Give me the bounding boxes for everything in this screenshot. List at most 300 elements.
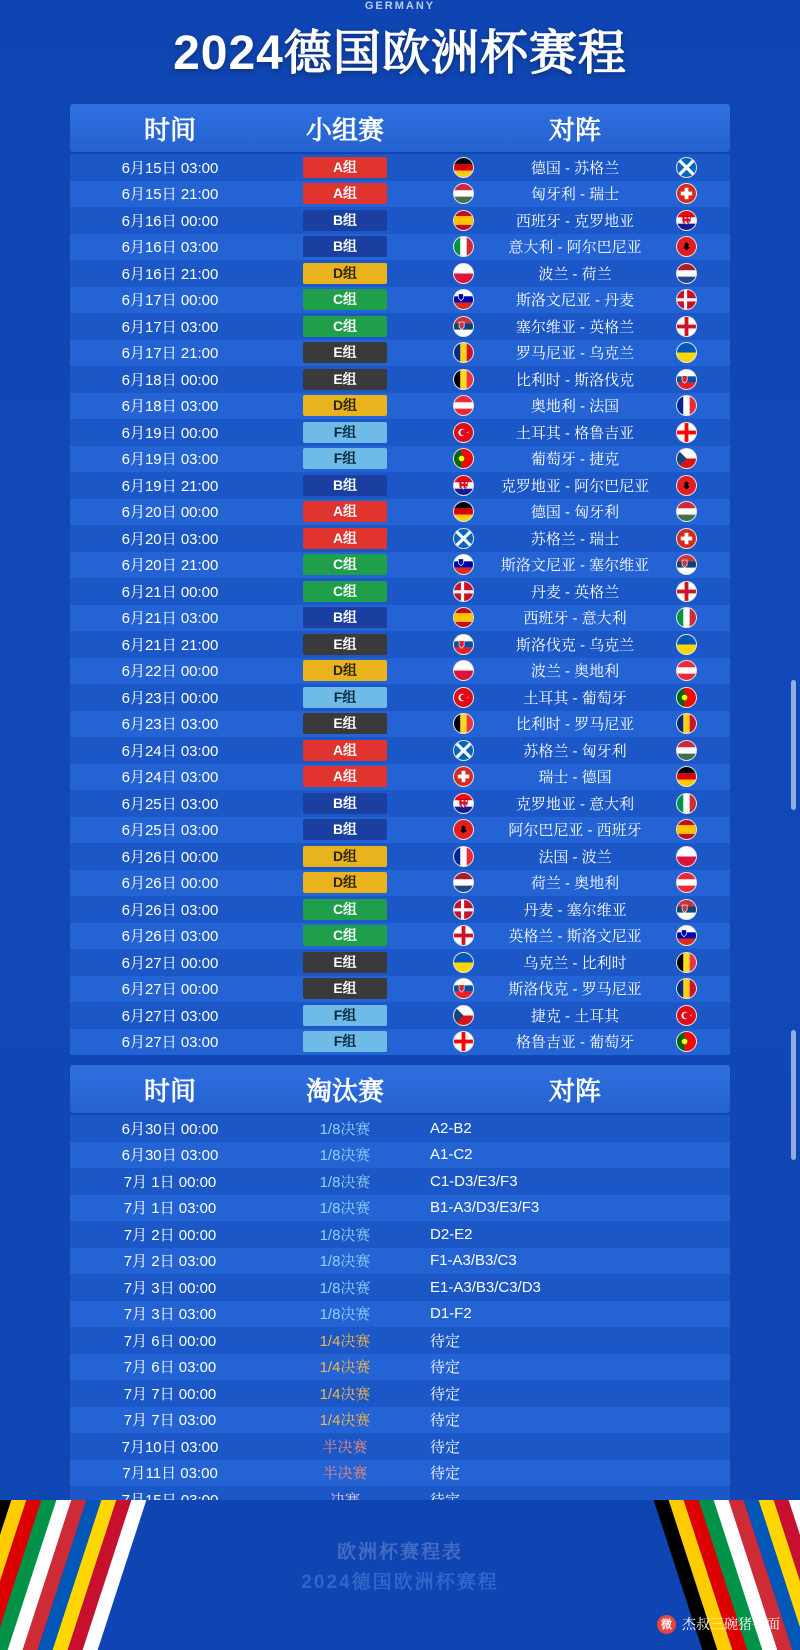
group-cell (270, 1002, 420, 1029)
table-row (70, 896, 730, 923)
match-time: 6月19日 00:00 (121, 424, 219, 442)
match-teams: 斯洛伐克 - 罗马尼亚 (508, 981, 642, 999)
group-badge: A组 (303, 740, 387, 761)
group-badge: E组 (303, 342, 387, 363)
flag-nl-icon (676, 263, 697, 284)
table-row (70, 605, 730, 632)
match-pairing: 待定 (430, 1385, 461, 1403)
group-badge: B组 (303, 236, 387, 257)
group-cell (270, 207, 420, 234)
stage-label: 1/8决赛 (319, 1226, 371, 1244)
match-cell (420, 843, 730, 870)
group-cell (270, 578, 420, 605)
table-row (70, 1248, 730, 1275)
scrollbar-thumb-lower[interactable] (791, 1030, 796, 1160)
flag-sk-icon (676, 369, 697, 390)
table-row (70, 684, 730, 711)
match-time: 6月27日 00:00 (121, 954, 219, 972)
flag-nl-icon (453, 872, 474, 893)
group-badge: F组 (303, 687, 387, 708)
group-badge: E组 (303, 952, 387, 973)
group-cell (270, 764, 420, 791)
match-teams: 德国 - 苏格兰 (530, 159, 620, 177)
match-cell (420, 764, 730, 791)
stage-label: 半决赛 (322, 1438, 368, 1456)
group-cell (270, 446, 420, 473)
top-caption: GERMANY (364, 0, 436, 12)
match-time: 6月23日 00:00 (121, 689, 219, 707)
table-row (70, 1407, 730, 1434)
match-teams: 法国 - 波兰 (538, 848, 612, 866)
flag-be-icon (676, 952, 697, 973)
match-time: 6月19日 03:00 (121, 451, 219, 469)
flag-eng-icon (676, 581, 697, 602)
flag-hu-icon (676, 740, 697, 761)
group-cell (270, 340, 420, 367)
table-row (70, 313, 730, 340)
match-pairing: A1-C2 (430, 1146, 473, 1164)
table-row (70, 260, 730, 287)
group-badge: C组 (303, 316, 387, 337)
flag-eng-icon (676, 316, 697, 337)
match-pairing: E1-A3/B3/C3/D3 (430, 1278, 541, 1296)
match-time: 6月16日 03:00 (121, 239, 219, 257)
match-time: 6月22日 00:00 (121, 663, 219, 681)
group-cell (270, 552, 420, 579)
group-stage-header (70, 104, 730, 152)
match-cell (420, 1002, 730, 1029)
flag-at-icon (676, 872, 697, 893)
table-row (70, 631, 730, 658)
stage-label: 1/8决赛 (319, 1253, 371, 1271)
match-cell (420, 817, 730, 844)
group-badge: D组 (303, 872, 387, 893)
flag-pl-icon (676, 846, 697, 867)
match-time: 6月26日 03:00 (121, 901, 219, 919)
match-cell (420, 181, 730, 208)
table-row (70, 711, 730, 738)
match-teams: 丹麦 - 英格兰 (530, 583, 620, 601)
flag-es-icon (676, 819, 697, 840)
match-time: 6月15日 03:00 (121, 159, 219, 177)
match-teams: 克罗地亚 - 意大利 (515, 795, 635, 813)
table-row (70, 1380, 730, 1407)
stage-label: 1/8决赛 (319, 1279, 371, 1297)
group-badge: B组 (303, 819, 387, 840)
header-knockout-stage: 淘汰赛 (305, 1075, 384, 1106)
flag-sk-icon (453, 634, 474, 655)
group-badge: F组 (303, 422, 387, 443)
group-cell (270, 499, 420, 526)
match-cell (420, 790, 730, 817)
flag-rs-icon (676, 554, 697, 575)
match-teams: 意大利 - 阿尔巴尼亚 (508, 239, 642, 257)
match-time: 7月 7日 03:00 (123, 1412, 217, 1430)
table-row (70, 658, 730, 685)
match-time: 6月17日 21:00 (121, 345, 219, 363)
group-badge: C组 (303, 899, 387, 920)
group-badge: F组 (303, 448, 387, 469)
credit-name: 杰叔三碗猪手面 (682, 1616, 780, 1632)
flag-rs-icon (453, 316, 474, 337)
page-title: 2024德国欧洲杯赛程 (173, 27, 627, 80)
flag-ro-icon (453, 342, 474, 363)
table-row (70, 1460, 730, 1487)
table-row (70, 525, 730, 552)
flag-rs-icon (676, 899, 697, 920)
flag-al-icon (676, 236, 697, 257)
flag-at-icon (676, 660, 697, 681)
group-cell (270, 658, 420, 685)
stage-label: 1/8决赛 (319, 1120, 371, 1138)
schedule-board (70, 104, 730, 1513)
match-time: 7月 2日 00:00 (123, 1226, 217, 1244)
match-teams: 苏格兰 - 瑞士 (530, 530, 620, 548)
group-cell (270, 631, 420, 658)
match-time: 7月 6日 00:00 (123, 1332, 217, 1350)
flag-al-icon (453, 819, 474, 840)
match-time: 6月30日 03:00 (121, 1147, 219, 1165)
sina-weibo-icon: 微 (657, 1615, 676, 1634)
flag-ua-icon (676, 634, 697, 655)
match-cell (420, 976, 730, 1003)
group-cell (270, 393, 420, 420)
match-cell (420, 923, 730, 950)
table-row (70, 1195, 730, 1222)
table-row (70, 552, 730, 579)
group-cell (270, 843, 420, 870)
match-teams: 西班牙 - 意大利 (523, 610, 627, 628)
flag-dk-icon (676, 289, 697, 310)
flag-pt-icon (453, 448, 474, 469)
match-cell (420, 472, 730, 499)
flag-ge-icon (453, 1031, 474, 1052)
flag-ro-icon (676, 978, 697, 999)
match-teams: 罗马尼亚 - 乌克兰 (515, 345, 635, 363)
match-time: 6月23日 03:00 (121, 716, 219, 734)
match-cell (420, 631, 730, 658)
table-row (70, 923, 730, 950)
scrollbar-thumb-upper[interactable] (791, 680, 796, 810)
flag-pt-icon (676, 687, 697, 708)
match-time: 7月 3日 03:00 (123, 1306, 217, 1324)
match-teams: 荷兰 - 奥地利 (530, 875, 620, 893)
match-time: 6月16日 21:00 (121, 265, 219, 283)
match-cell (420, 711, 730, 738)
match-time: 7月11日 03:00 (122, 1465, 218, 1483)
flag-tr-icon (453, 422, 474, 443)
table-row (70, 737, 730, 764)
table-row (70, 1327, 730, 1354)
group-badge: C组 (303, 581, 387, 602)
match-time: 6月27日 03:00 (121, 1007, 219, 1025)
match-teams: 波兰 - 奥地利 (530, 663, 620, 681)
match-cell (420, 340, 730, 367)
flag-it-icon (676, 607, 697, 628)
match-teams: 斯洛文尼亚 - 塞尔维亚 (500, 557, 650, 575)
match-pairing: 待定 (430, 1332, 461, 1350)
knockout-table (70, 1115, 730, 1513)
group-cell (270, 923, 420, 950)
group-cell (270, 234, 420, 261)
match-teams: 格鲁吉亚 - 葡萄牙 (515, 1034, 635, 1052)
flag-fr-icon (676, 395, 697, 416)
match-pairing: D1-F2 (430, 1305, 472, 1323)
match-teams: 瑞士 - 德国 (538, 769, 612, 787)
group-cell (270, 949, 420, 976)
match-teams: 葡萄牙 - 捷克 (530, 451, 620, 469)
match-time: 7月 3日 00:00 (123, 1279, 217, 1297)
table-row (70, 843, 730, 870)
match-cell (420, 260, 730, 287)
group-cell (270, 896, 420, 923)
table-row (70, 446, 730, 473)
table-row (70, 366, 730, 393)
match-time: 6月30日 00:00 (121, 1120, 219, 1138)
match-pairing: 待定 (430, 1359, 461, 1377)
table-row (70, 790, 730, 817)
match-pairing: B1-A3/D3/E3/F3 (430, 1199, 540, 1217)
match-time: 6月20日 03:00 (121, 530, 219, 548)
match-time: 7月 1日 03:00 (123, 1200, 217, 1218)
group-badge: A组 (303, 766, 387, 787)
group-cell (270, 790, 420, 817)
match-teams: 斯洛文尼亚 - 丹麦 (515, 292, 635, 310)
table-row (70, 1029, 730, 1056)
match-time: 6月26日 00:00 (121, 848, 219, 866)
match-time: 6月20日 21:00 (121, 557, 219, 575)
match-teams: 塞尔维亚 - 英格兰 (515, 318, 635, 336)
match-time: 6月27日 03:00 (121, 1034, 219, 1052)
match-teams: 丹麦 - 塞尔维亚 (523, 901, 627, 919)
table-row (70, 870, 730, 897)
match-time: 6月25日 03:00 (121, 822, 219, 840)
match-teams: 土耳其 - 葡萄牙 (523, 689, 627, 707)
group-badge: F组 (303, 1031, 387, 1052)
knockout-stage-header (70, 1065, 730, 1113)
table-row (70, 976, 730, 1003)
flag-sct-icon (453, 740, 474, 761)
stage-label: 1/4决赛 (319, 1385, 371, 1403)
flag-sct-icon (453, 528, 474, 549)
match-teams: 波兰 - 荷兰 (538, 265, 612, 283)
flag-dk-icon (453, 899, 474, 920)
flag-eng-icon (453, 925, 474, 946)
match-cell (420, 525, 730, 552)
group-badge: D组 (303, 846, 387, 867)
flag-sk-icon (453, 978, 474, 999)
match-cell (420, 605, 730, 632)
flag-be-icon (453, 713, 474, 734)
group-cell (270, 1029, 420, 1056)
match-cell (420, 499, 730, 526)
group-cell (270, 525, 420, 552)
match-cell (420, 658, 730, 685)
flag-tr-icon (676, 1005, 697, 1026)
match-cell (420, 234, 730, 261)
match-teams: 奥地利 - 法国 (530, 398, 620, 416)
group-cell (270, 684, 420, 711)
group-cell (270, 181, 420, 208)
header-group-stage: 小组赛 (305, 114, 384, 145)
group-cell (270, 976, 420, 1003)
table-row (70, 1301, 730, 1328)
group-stage-table (70, 154, 730, 1055)
table-row (70, 181, 730, 208)
match-teams: 斯洛伐克 - 乌克兰 (515, 636, 635, 654)
match-time: 7月 1日 00:00 (123, 1173, 217, 1191)
match-time: 6月24日 03:00 (121, 769, 219, 787)
flag-pl-icon (453, 263, 474, 284)
flag-es-icon (453, 607, 474, 628)
match-time: 6月15日 21:00 (121, 186, 219, 204)
group-badge: A组 (303, 528, 387, 549)
header-time: 时间 (143, 114, 196, 145)
table-row (70, 764, 730, 791)
match-teams: 苏格兰 - 匈牙利 (523, 742, 627, 760)
match-time: 7月 2日 03:00 (123, 1253, 217, 1271)
match-pairing: C1-D3/E3/F3 (430, 1172, 518, 1190)
table-row (70, 340, 730, 367)
match-time: 6月20日 00:00 (121, 504, 219, 522)
match-time: 6月21日 03:00 (121, 610, 219, 628)
flag-de-icon (453, 501, 474, 522)
group-badge: C组 (303, 554, 387, 575)
flag-dk-icon (453, 581, 474, 602)
flag-hu-icon (676, 501, 697, 522)
table-row (70, 287, 730, 314)
table-row (70, 1433, 730, 1460)
match-cell (420, 393, 730, 420)
match-time: 6月16日 00:00 (121, 212, 219, 230)
match-teams: 比利时 - 罗马尼亚 (515, 716, 635, 734)
match-teams: 匈牙利 - 瑞士 (530, 186, 620, 204)
flag-si-icon (453, 289, 474, 310)
group-badge: E组 (303, 713, 387, 734)
match-cell (420, 949, 730, 976)
group-cell (270, 711, 420, 738)
match-cell (420, 552, 730, 579)
flag-ge-icon (676, 422, 697, 443)
flag-si-icon (453, 554, 474, 575)
flag-at-icon (453, 395, 474, 416)
match-cell (420, 870, 730, 897)
header-match: 对阵 (548, 1075, 601, 1106)
match-teams: 德国 - 匈牙利 (530, 504, 620, 522)
table-row (70, 817, 730, 844)
group-badge: C组 (303, 289, 387, 310)
match-time: 6月21日 21:00 (121, 636, 219, 654)
match-time: 6月17日 00:00 (121, 292, 219, 310)
group-cell (270, 817, 420, 844)
group-cell (270, 287, 420, 314)
group-badge: E组 (303, 978, 387, 999)
match-time: 6月18日 03:00 (121, 398, 219, 416)
match-cell (420, 287, 730, 314)
stage-label: 1/8决赛 (319, 1306, 371, 1324)
group-badge: D组 (303, 263, 387, 284)
match-teams: 乌克兰 - 比利时 (523, 954, 627, 972)
stage-label: 1/8决赛 (319, 1173, 371, 1191)
flag-ch-icon (453, 766, 474, 787)
stage-label: 1/4决赛 (319, 1359, 371, 1377)
match-cell (420, 1029, 730, 1056)
match-cell (420, 207, 730, 234)
match-time: 6月25日 03:00 (121, 795, 219, 813)
match-time: 6月17日 03:00 (121, 318, 219, 336)
flag-de-icon (453, 157, 474, 178)
flag-ua-icon (676, 342, 697, 363)
group-badge: E组 (303, 634, 387, 655)
group-cell (270, 313, 420, 340)
match-cell (420, 684, 730, 711)
match-cell (420, 366, 730, 393)
match-teams: 克罗地亚 - 阿尔巴尼亚 (500, 477, 650, 495)
match-cell (420, 737, 730, 764)
table-row (70, 1221, 730, 1248)
watermark-top: 欧洲杯赛程表 (336, 1542, 463, 1563)
flag-ch-icon (676, 528, 697, 549)
match-time: 6月26日 03:00 (121, 928, 219, 946)
match-cell (420, 896, 730, 923)
match-time: 7月 7日 00:00 (123, 1385, 217, 1403)
table-row (70, 1115, 730, 1142)
match-time: 7月10日 03:00 (121, 1438, 219, 1456)
match-pairing: D2-E2 (430, 1225, 473, 1243)
table-row (70, 1168, 730, 1195)
match-teams: 阿尔巴尼亚 - 西班牙 (508, 822, 642, 840)
flag-it-icon (453, 236, 474, 257)
table-row (70, 578, 730, 605)
group-cell (270, 154, 420, 181)
flag-hu-icon (453, 183, 474, 204)
match-pairing: 待定 (430, 1438, 461, 1456)
group-badge: C组 (303, 925, 387, 946)
table-row (70, 472, 730, 499)
match-teams: 西班牙 - 克罗地亚 (515, 212, 635, 230)
match-time: 6月18日 00:00 (121, 371, 219, 389)
group-cell (270, 605, 420, 632)
stage-label: 1/8决赛 (319, 1200, 371, 1218)
flag-ch-icon (676, 183, 697, 204)
group-badge: F组 (303, 1005, 387, 1026)
match-time: 6月21日 00:00 (121, 583, 219, 601)
flag-tr-icon (453, 687, 474, 708)
flag-al-icon (676, 475, 697, 496)
flag-si-icon (676, 925, 697, 946)
flag-cz-icon (676, 448, 697, 469)
group-cell (270, 366, 420, 393)
match-pairing: 待定 (430, 1412, 461, 1430)
flag-sct-icon (676, 157, 697, 178)
match-time: 6月27日 00:00 (121, 981, 219, 999)
flag-hr-icon (676, 210, 697, 231)
flag-pl-icon (453, 660, 474, 681)
match-teams: 捷克 - 土耳其 (530, 1007, 620, 1025)
table-row (70, 234, 730, 261)
flag-ua-icon (453, 952, 474, 973)
match-cell (420, 154, 730, 181)
group-badge: B组 (303, 475, 387, 496)
group-badge: A组 (303, 157, 387, 178)
group-cell (270, 260, 420, 287)
match-cell (420, 578, 730, 605)
group-cell (270, 419, 420, 446)
match-teams: 英格兰 - 斯洛文尼亚 (508, 928, 642, 946)
group-badge: B组 (303, 607, 387, 628)
flag-de-icon (676, 766, 697, 787)
flag-cz-icon (453, 1005, 474, 1026)
